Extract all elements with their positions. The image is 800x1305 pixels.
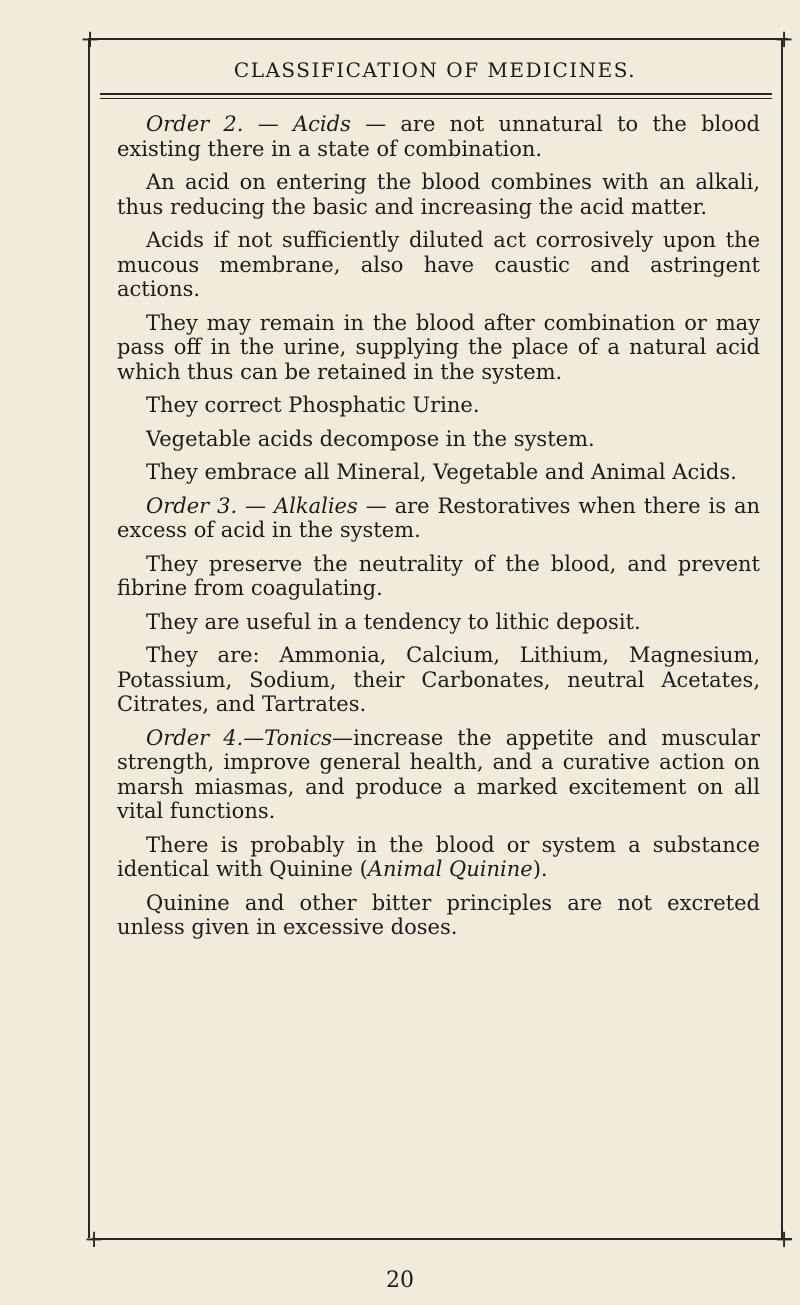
corner-ornament-top-left: + xyxy=(80,25,101,53)
paragraph xyxy=(117,170,760,219)
top-rule xyxy=(88,38,788,40)
paragraph-text: Acids if not sufficiently diluted act corrosively upon the mucous membrane, also have caustic and astringent actions. xyxy=(117,228,760,301)
paragraph xyxy=(117,552,760,601)
paragraph xyxy=(117,311,760,385)
paragraph-text: They correct Phosphatic Urine. xyxy=(146,393,480,417)
paragraph-text: An acid on entering the blood combines with an alkali, thus reducing the basic and increasing the acid matter. xyxy=(117,170,760,219)
right-border xyxy=(781,38,783,1238)
order-heading: Order 4.—Tonics xyxy=(146,725,333,750)
left-border xyxy=(88,38,90,1238)
paragraph xyxy=(117,228,760,302)
paragraph-text: Vegetable acids decompose in the system. xyxy=(146,426,595,451)
paragraph-text: They may remain in the blood after combination or may pass off in the urine, supplying the place of a natural acid which thus can be retained in the system. xyxy=(117,310,760,384)
paragraph-text: They embrace all Mineral, Vegetable and Animal Acids. xyxy=(146,460,737,484)
paragraph xyxy=(117,494,760,543)
paragraph-text: They are: Ammonia, Calcium, Lithium, Magnesium, Potassium, Sodium, their Carbonates, neutral Acetates, Citrates, and Tartrates. xyxy=(117,643,760,716)
paragraph-text: They are useful in a tendency to lithic deposit. xyxy=(146,609,641,634)
paragraph-tail: ). xyxy=(532,857,548,881)
corner-ornament-bottom-right: + xyxy=(774,1225,795,1253)
header-rule-thin xyxy=(100,98,772,99)
order-heading: Order 2. — Acids xyxy=(146,112,351,136)
paragraph xyxy=(117,112,760,161)
paragraph-text: Quinine and other bitter principles are not excreted unless given in excessive doses. xyxy=(117,890,760,939)
running-title: CLASSIFICATION OF MEDICINES. xyxy=(233,58,637,82)
paragraph xyxy=(117,833,760,882)
italic-term: Animal Quinine xyxy=(367,857,533,881)
paragraph-text: They preserve the neutrality of the blood, and prevent fibrine from coagulating. xyxy=(117,551,760,600)
paragraph xyxy=(117,427,760,452)
paragraph xyxy=(117,726,760,824)
paragraph xyxy=(117,460,760,485)
page-number: 20 xyxy=(386,1268,414,1293)
paragraph xyxy=(117,643,760,717)
paragraph xyxy=(117,393,760,418)
corner-ornament-top-right: + xyxy=(774,25,795,53)
corner-ornament-bottom-left: + xyxy=(84,1225,105,1253)
body-text xyxy=(117,112,760,949)
header-rule xyxy=(100,93,772,95)
order-heading: Order 3. — Alkalies xyxy=(146,493,358,518)
paragraph xyxy=(117,610,760,635)
paragraph-text: —increase the appetite and muscular strength, improve general health, and a curative action on marsh miasmas, and produce a marked excitement on all vital functions. xyxy=(117,725,760,823)
bottom-rule xyxy=(92,1238,792,1240)
paragraph-text: — are not unnatural to the blood existing there in a state of combination. xyxy=(117,112,760,161)
paragraph xyxy=(117,891,760,940)
paragraph-text: There is probably in the blood or system a substance identical with Quinine ( xyxy=(117,832,760,881)
paragraph-text: — are Restoratives when there is an excess of acid in the system. xyxy=(117,493,760,542)
